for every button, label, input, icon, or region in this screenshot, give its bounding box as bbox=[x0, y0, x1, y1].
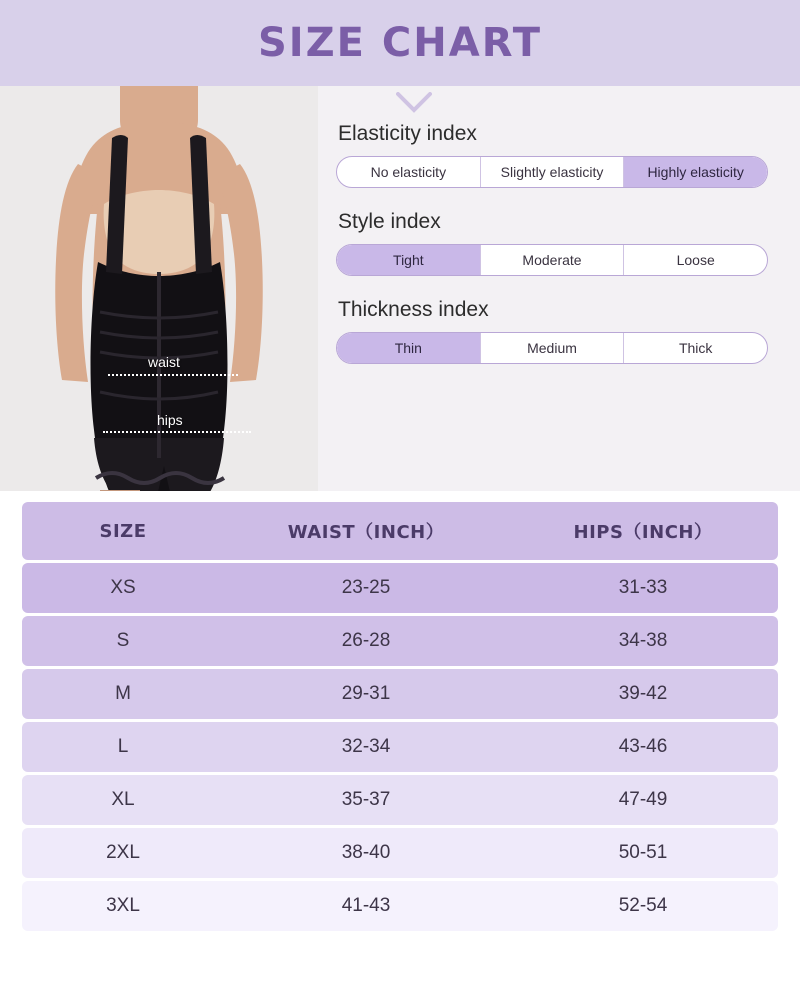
waist-measure-line bbox=[108, 374, 238, 376]
hips-measure-line bbox=[103, 431, 251, 433]
product-photo bbox=[0, 86, 318, 491]
cell-hips: 31-33 bbox=[508, 563, 778, 613]
header-hips: HIPS（INCH） bbox=[508, 502, 778, 560]
elasticity-option-highly[interactable]: Highly elasticity bbox=[624, 157, 767, 187]
table-row bbox=[22, 563, 778, 613]
thickness-index-options bbox=[336, 332, 768, 364]
style-index-options bbox=[336, 244, 768, 276]
cell-size: S bbox=[22, 616, 224, 666]
table-header-row bbox=[22, 502, 778, 560]
product-detail-section bbox=[0, 86, 800, 491]
page-header bbox=[0, 0, 800, 86]
index-panel bbox=[318, 86, 800, 491]
cell-hips: 39-42 bbox=[508, 669, 778, 719]
thickness-option-medium[interactable]: Medium bbox=[481, 333, 625, 363]
elasticity-index-title: Elasticity index bbox=[338, 122, 477, 145]
elasticity-option-slightly[interactable]: Slightly elasticity bbox=[481, 157, 625, 187]
style-index-title: Style index bbox=[338, 210, 441, 233]
cell-size: XL bbox=[22, 775, 224, 825]
style-option-tight[interactable]: Tight bbox=[337, 245, 481, 275]
thickness-option-thin[interactable]: Thin bbox=[337, 333, 481, 363]
hips-measure-label: hips bbox=[157, 412, 183, 428]
table-row bbox=[22, 881, 778, 931]
cell-size: 2XL bbox=[22, 828, 224, 878]
page-title: SIZE CHART bbox=[257, 20, 543, 66]
elasticity-index-block bbox=[336, 122, 768, 188]
elasticity-index-options bbox=[336, 156, 768, 188]
table-row bbox=[22, 722, 778, 772]
thickness-option-thick[interactable]: Thick bbox=[678, 340, 713, 356]
cell-waist: 32-34 bbox=[224, 722, 508, 772]
cell-size: L bbox=[22, 722, 224, 772]
cell-hips: 43-46 bbox=[508, 722, 778, 772]
cell-size: 3XL bbox=[22, 881, 224, 931]
cell-hips: 52-54 bbox=[508, 881, 778, 931]
size-table bbox=[22, 499, 778, 934]
header-size: SIZE bbox=[22, 502, 224, 560]
thickness-index-block bbox=[336, 298, 768, 364]
cell-waist: 35-37 bbox=[224, 775, 508, 825]
cell-hips: 50-51 bbox=[508, 828, 778, 878]
style-index-block bbox=[336, 210, 768, 276]
table-row bbox=[22, 669, 778, 719]
table-row bbox=[22, 616, 778, 666]
cell-waist: 26-28 bbox=[224, 616, 508, 666]
waist-measure-label: waist bbox=[148, 354, 180, 370]
header-waist: WAIST（INCH） bbox=[224, 502, 508, 560]
cell-waist: 23-25 bbox=[224, 563, 508, 613]
table-row bbox=[22, 828, 778, 878]
cell-size: XS bbox=[22, 563, 224, 613]
chevron-down-icon bbox=[396, 92, 432, 114]
cell-hips: 47-49 bbox=[508, 775, 778, 825]
table-body bbox=[22, 563, 778, 931]
table-row bbox=[22, 775, 778, 825]
cell-waist: 29-31 bbox=[224, 669, 508, 719]
thickness-index-title: Thickness index bbox=[338, 298, 489, 321]
cell-size: M bbox=[22, 669, 224, 719]
cell-waist: 41-43 bbox=[224, 881, 508, 931]
style-option-moderate[interactable]: Moderate bbox=[481, 245, 625, 275]
cell-hips: 34-38 bbox=[508, 616, 778, 666]
size-table-section bbox=[0, 491, 800, 934]
style-option-loose[interactable]: Loose bbox=[676, 252, 715, 268]
cell-waist: 38-40 bbox=[224, 828, 508, 878]
elasticity-option-no[interactable]: No elasticity bbox=[337, 157, 481, 187]
